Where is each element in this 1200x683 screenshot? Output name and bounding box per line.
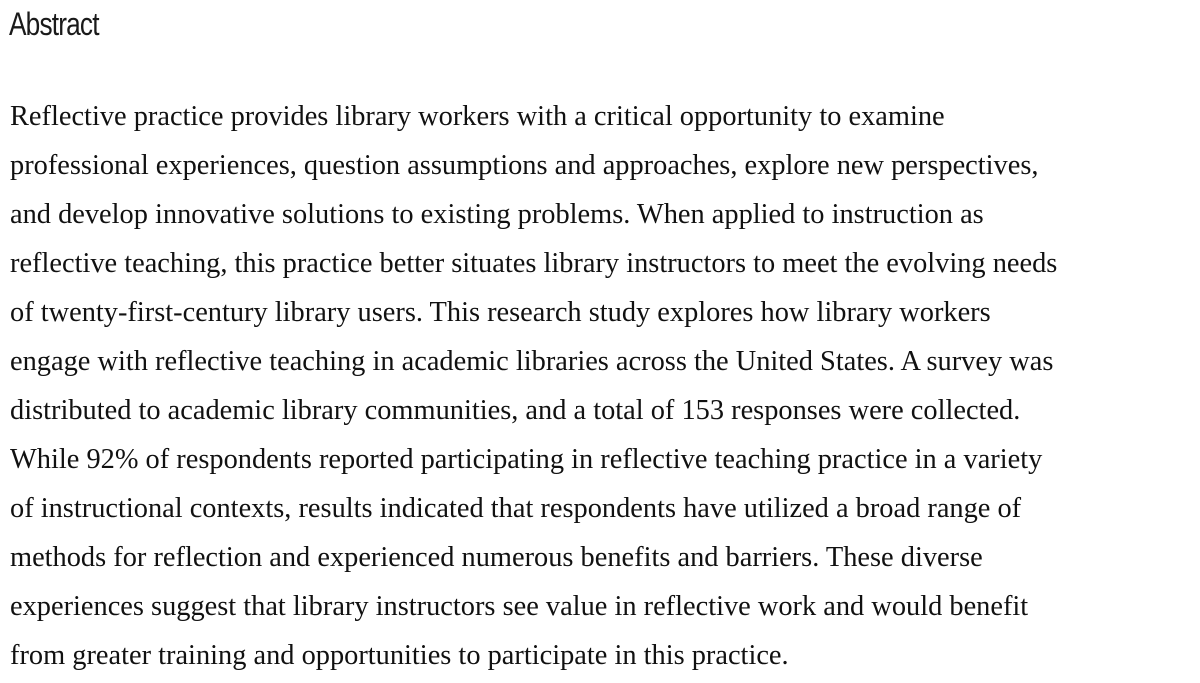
abstract-line: of twenty-first-century library users. This research study explores how library workers (10, 297, 991, 328)
abstract-line: reflective teaching, this practice better situates library instructors to meet the evolving needs (10, 248, 1058, 279)
abstract-paragraph (10, 92, 1200, 680)
abstract-line: experiences suggest that library instructors see value in reflective work and would benefit (10, 591, 1029, 622)
abstract-line: of instructional contexts, results indicated that respondents have utilized a broad range of (10, 493, 1022, 524)
abstract-line: from greater training and opportunities to participate in this practice. (10, 640, 789, 671)
abstract-line: and develop innovative solutions to existing problems. When applied to instruction as (10, 199, 984, 230)
abstract-line: engage with reflective teaching in academic libraries across the United States. A survey was (10, 346, 1054, 377)
abstract-line: While 92% of respondents reported participating in reflective teaching practice in a variety (10, 444, 1043, 475)
abstract-line: professional experiences, question assumptions and approaches, explore new perspectives, (10, 150, 1039, 181)
abstract-line: distributed to academic library communities, and a total of 153 responses were collected. (10, 395, 1021, 426)
section-heading: Abstract (9, 6, 99, 42)
abstract-line: methods for reflection and experienced numerous benefits and barriers. These diverse (10, 542, 983, 573)
abstract-line: Reflective practice provides library workers with a critical opportunity to examine (10, 101, 945, 132)
